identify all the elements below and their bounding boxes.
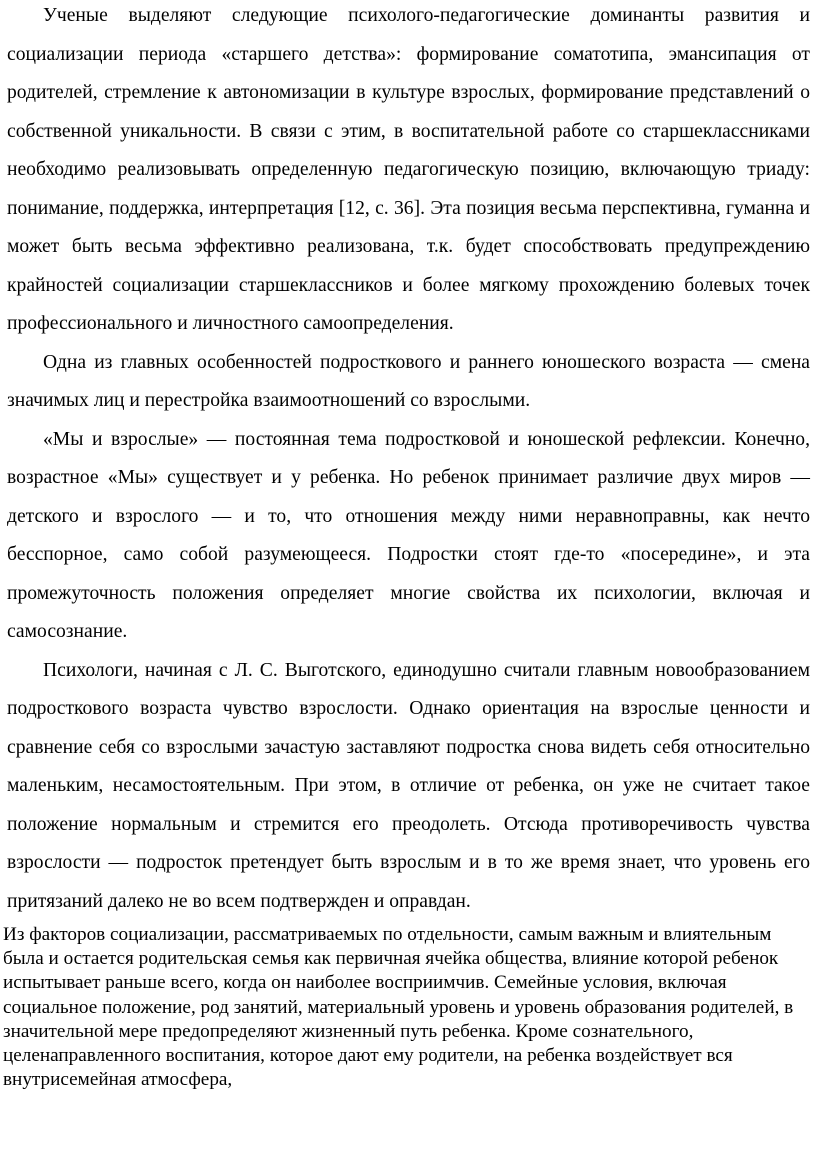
paragraph-4: Психологи, начиная с Л. С. Выготского, единодушно считали главным новообразованием подросткового возраста чувство взрослости. Однако ориентация на взрослые ценности и сравнение себя со взрослыми зачастую заставляют подростка снова видеть себя относительно маленьким, несамостоятельным. При этом, в отличие от ребенка, он уже не считает такое положение нормальным и стремится его преодолеть. Отсюда противоречивость чувства взрослости — подросток претендует быть взрослым и в то же время знает, что уровень его притязаний далеко не во всем подтвержден и оправдан. bbox=[7, 659, 810, 912]
paragraph-3: «Мы и взрослые» — постоянная тема подростковой и юношеской рефлексии. Конечно, возрастное «Мы» существует и у ребенка. Но ребенок принимает различие двух миров — детского и взрослого — и то, что отношения между ними неравноправны, как нечто бесспорное, само собой разумеющееся. Подростки стоят где-то «посередине», и эта промежуточность положения определяет многие свойства их психологии, включая и самосознание. bbox=[7, 428, 810, 642]
paragraph-2: Одна из главных особенностей подросткового и раннего юношеского возраста — смена значимых лиц и перестройка взаимоотношений со взрослыми. bbox=[7, 351, 810, 411]
paragraph-1: Ученые выделяют следующие психолого-педагогические доминанты развития и социализации периода «старшего детства»: формирование соматотипа, эмансипация от родителей, стремление к автономизации в культуре взрослых, формирование представлений о собственной уникальности. В связи с этим, в воспитательной работе со старшеклассниками необходимо реализовывать определенную педагогическую позицию, включающую триаду: понимание, поддержка, интерпретация [12, с. 36]. Эта позиция весьма перспективна, гуманна и может быть весьма эффективно реализована, т.к. будет способствовать предупреждению крайностей социализации старшеклассников и более мягкому прохождению болевых точек профессионального и личностного самоопределения. bbox=[7, 5, 810, 334]
paragraph-5: Из факторов социализации, рассматриваемых по отдельности, самым важным и влиятельным была и остается родительская семья как первичная ячейка общества, влияние которой ребенок испытывает раньше всего, когда он наиболее восприимчив. Семейные условия, включая социальное положение, род занятий, материальный уровень и уровень образования родителей, в значительной мере предопределяют жизненный путь ребенка. Кроме сознательного, целенаправленного воспитания, которое дают ему родители, на ребенка воздействует вся внутрисемейная атмосфера, bbox=[3, 924, 794, 1091]
